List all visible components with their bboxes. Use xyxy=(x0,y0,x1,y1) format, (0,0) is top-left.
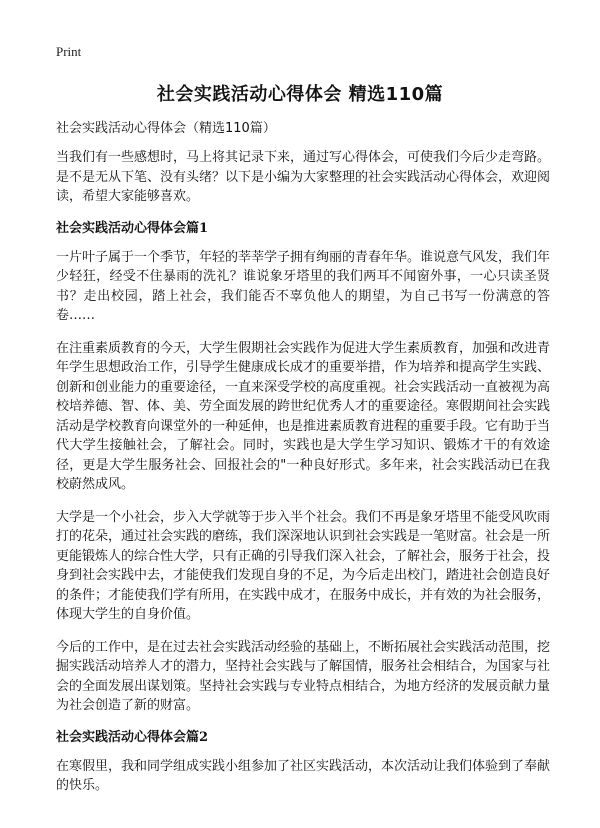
section1-paragraph-4: 今后的工作中，是在过去社会实践活动经验的基础上，不断拓展社会实践活动范围，挖掘实践活动培养人才的潜力，坚持社会实践与了解国情，服务社会相结合，为国家与社会的全面发展出谋划策。坚持社会实践与专业特点相结合，为地方经济的发展贡献力量为社会创造了新的财富。 xyxy=(56,639,551,713)
section1-paragraph-2: 在注重素质教育的今天，大学生假期社会实践作为促进大学生素质教育，加强和改进青年学生思想政治工作，引导学生健康成长成才的重要举措，作为培养和提高学生实践、创新和创业能力的重要途径，一直来深受学校的高度重视。社会实践活动一直被视为高校培养德、智、体、美、劳全面发展的跨世纪优秀人才的重要途径。寒假期间社会实践活动是学校教育向课堂外的一种延伸，也是推进素质教育进程的重要手段。它有助于当代大学生接触社会，了解社会。同时，实践也是大学生学习知识、锻炼才干的有效途径，更是大学生服务社会、回报社会的"一种良好形式。多年来，社会实践活动已在我校蔚然成风。 xyxy=(56,340,551,492)
section-heading-1: 社会实践活动心得体会篇1 xyxy=(56,220,209,236)
document-subtitle: 社会实践活动心得体会（精选110篇） xyxy=(56,121,276,136)
section2-paragraph-1: 在寒假里，我和同学组成实践小组参加了社区实践活动，本次活动让我们体验到了奉献的快乐。 xyxy=(56,758,551,793)
intro-paragraph: 当我们有一些感想时，马上将其记录下来，通过写心得体会，可使我们今后少走弯路。是不是无从下笔、没有头绪？以下是小编为大家整理的社会实践活动心得体会，欢迎阅读，希望大家能够喜欢。 xyxy=(56,150,551,204)
section1-paragraph-3: 大学是一个小社会，步入大学就等于步入半个社会。我们不再是象牙塔里不能受风吹雨打的花朵，通过社会实践的磨练，我们深深地认识到社会实践是一笔财富。社会是一所更能锻炼人的综合性大学，只有正确的引导我们深入社会，了解社会，服务于社会，投身到社会实践中去，才能使我们发现自身的不足，为今后走出校门，踏进社会创造良好的条件；才能使我们学有所用，在实践中成才，在服务中成长，并有效的为社会服务，体现大学生的自身价值。 xyxy=(56,509,551,622)
section-heading-2: 社会实践活动心得体会篇2 xyxy=(56,729,209,745)
print-label: Print xyxy=(56,44,82,59)
document-body xyxy=(56,120,550,809)
page-title: 社会实践活动心得体会 精选110篇 xyxy=(156,84,444,105)
section1-paragraph-1: 一片叶子属于一个季节，年轻的莘莘学子拥有绚丽的青春年华。谁说意气风发，我们年少轻狂，经受不住暴雨的洗礼？谁说象牙塔里的我们两耳不闻窗外事，一心只读圣贤书？走出校园，踏上社会，我们能否不辜负他人的期望，为自己书写一份满意的答卷…… xyxy=(56,249,551,323)
